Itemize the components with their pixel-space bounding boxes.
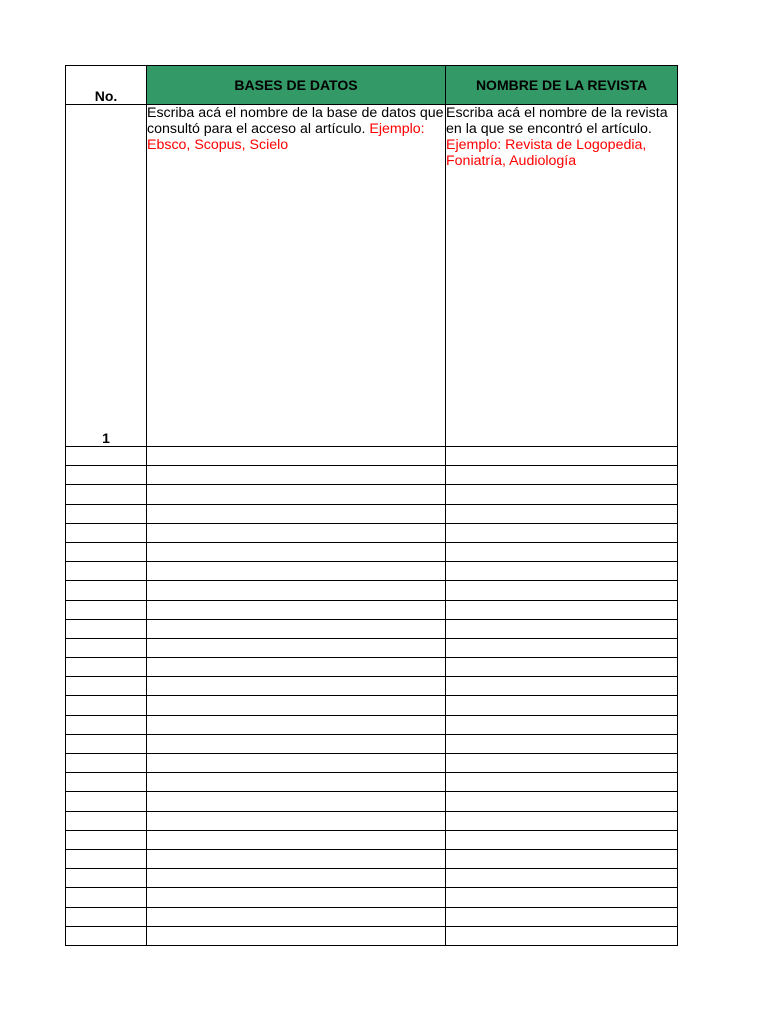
table-row [66,849,678,868]
nombre-revista-cell[interactable] [446,600,678,619]
table-row [66,696,678,715]
bases-de-datos-cell[interactable] [147,926,446,945]
bases-de-datos-cell[interactable] [147,773,446,792]
nombre-revista-cell[interactable] [446,523,678,542]
table-row [66,888,678,907]
table-row [66,869,678,888]
nombre-revista-cell[interactable] [446,677,678,696]
nombre-revista-instruction: Escriba acá el nombre de la revista en la que se encontró el artículo. [446,105,668,137]
row-number-cell[interactable] [66,926,147,945]
nombre-revista-cell[interactable] [446,504,678,523]
table-row [66,581,678,600]
nombre-revista-cell[interactable] [446,926,678,945]
table-row [66,466,678,485]
bases-de-datos-cell[interactable] [147,677,446,696]
row-number-cell[interactable] [66,888,147,907]
bases-de-datos-cell[interactable] [147,466,446,485]
table-row [66,811,678,830]
row-number-cell[interactable] [66,811,147,830]
row-number-cell[interactable] [66,523,147,542]
nombre-revista-cell[interactable] [446,542,678,561]
nombre-revista-cell[interactable] [446,734,678,753]
row-number-cell[interactable] [66,849,147,868]
table-row [66,447,678,466]
bases-de-datos-cell[interactable] [147,562,446,581]
row-number-cell[interactable] [66,677,147,696]
nombre-revista-cell[interactable] [446,658,678,677]
table-row [66,638,678,657]
row-number-cell[interactable] [66,485,147,504]
nombre-revista-cell[interactable] [446,811,678,830]
bases-de-datos-cell[interactable] [147,696,446,715]
table-row [66,715,678,734]
bases-de-datos-instruction: Escriba acá el nombre de la base de datos que consultó para el acceso al artículo. [147,105,444,137]
bases-de-datos-cell[interactable] [147,485,446,504]
nombre-revista-cell[interactable] [446,849,678,868]
bases-de-datos-cell[interactable] [147,105,446,447]
row-number-cell[interactable] [66,869,147,888]
row-number-cell[interactable] [66,734,147,753]
nombre-revista-cell[interactable] [446,447,678,466]
nombre-revista-cell[interactable] [446,581,678,600]
bases-de-datos-cell[interactable] [147,888,446,907]
row-number-cell[interactable] [66,542,147,561]
journal-database-table [65,65,678,946]
nombre-revista-cell[interactable] [446,105,678,447]
table-row [66,504,678,523]
bases-de-datos-cell[interactable] [147,811,446,830]
bases-de-datos-cell[interactable] [147,447,446,466]
header-nombre-revista: NOMBRE DE LA REVISTA [446,66,678,105]
row-number: 1 [66,105,147,447]
bases-de-datos-cell[interactable] [147,830,446,849]
row-number-cell[interactable] [66,830,147,849]
row-number-cell[interactable] [66,907,147,926]
table-row [66,677,678,696]
table-row [66,658,678,677]
table-row [66,523,678,542]
bases-de-datos-cell[interactable] [147,658,446,677]
row-number-cell[interactable] [66,581,147,600]
row-number-cell[interactable] [66,447,147,466]
bases-de-datos-cell[interactable] [147,869,446,888]
table-row [66,754,678,773]
nombre-revista-cell[interactable] [446,754,678,773]
header-row [66,66,678,105]
table-row [66,105,678,447]
header-no: No. [66,66,147,105]
bases-de-datos-cell[interactable] [147,523,446,542]
row-number-cell[interactable] [66,466,147,485]
nombre-revista-cell[interactable] [446,485,678,504]
table-row [66,773,678,792]
table-row [66,907,678,926]
bases-de-datos-cell[interactable] [147,542,446,561]
nombre-revista-cell[interactable] [446,888,678,907]
table-row [66,830,678,849]
header-bases-de-datos: BASES DE DATOS [147,66,446,105]
row-number-cell[interactable] [66,792,147,811]
nombre-revista-cell[interactable] [446,638,678,657]
bases-de-datos-cell[interactable] [147,600,446,619]
nombre-revista-cell[interactable] [446,830,678,849]
bases-de-datos-cell[interactable] [147,504,446,523]
row-number-cell[interactable] [66,754,147,773]
bases-de-datos-cell[interactable] [147,792,446,811]
row-number-cell[interactable] [66,600,147,619]
nombre-revista-cell[interactable] [446,562,678,581]
row-number-cell[interactable] [66,638,147,657]
bases-de-datos-cell[interactable] [147,734,446,753]
table-row [66,792,678,811]
bases-de-datos-cell[interactable] [147,754,446,773]
nombre-revista-cell[interactable] [446,869,678,888]
row-number-cell[interactable] [66,773,147,792]
nombre-revista-cell[interactable] [446,715,678,734]
nombre-revista-cell[interactable] [446,773,678,792]
nombre-revista-cell[interactable] [446,907,678,926]
bases-de-datos-cell[interactable] [147,907,446,926]
bases-de-datos-cell[interactable] [147,849,446,868]
table-row [66,542,678,561]
nombre-revista-example: Ejemplo: Revista de Logopedia, Foniatría, Audiología [446,137,647,169]
table-row [66,562,678,581]
bases-de-datos-cell[interactable] [147,715,446,734]
nombre-revista-cell[interactable] [446,696,678,715]
table-row [66,926,678,945]
bases-de-datos-example: Ejemplo: Ebsco, Scopus, Scielo [147,121,425,153]
row-number-cell[interactable] [66,619,147,638]
nombre-revista-cell[interactable] [446,619,678,638]
table-row [66,600,678,619]
nombre-revista-cell[interactable] [446,792,678,811]
table-row [66,485,678,504]
row-number-cell[interactable] [66,562,147,581]
table-row [66,734,678,753]
row-number-cell[interactable] [66,696,147,715]
table-row [66,619,678,638]
nombre-revista-cell[interactable] [446,466,678,485]
row-number-cell[interactable] [66,658,147,677]
row-number-cell[interactable] [66,504,147,523]
bases-de-datos-cell[interactable] [147,619,446,638]
row-number-cell[interactable] [66,715,147,734]
bases-de-datos-cell[interactable] [147,581,446,600]
bases-de-datos-cell[interactable] [147,638,446,657]
